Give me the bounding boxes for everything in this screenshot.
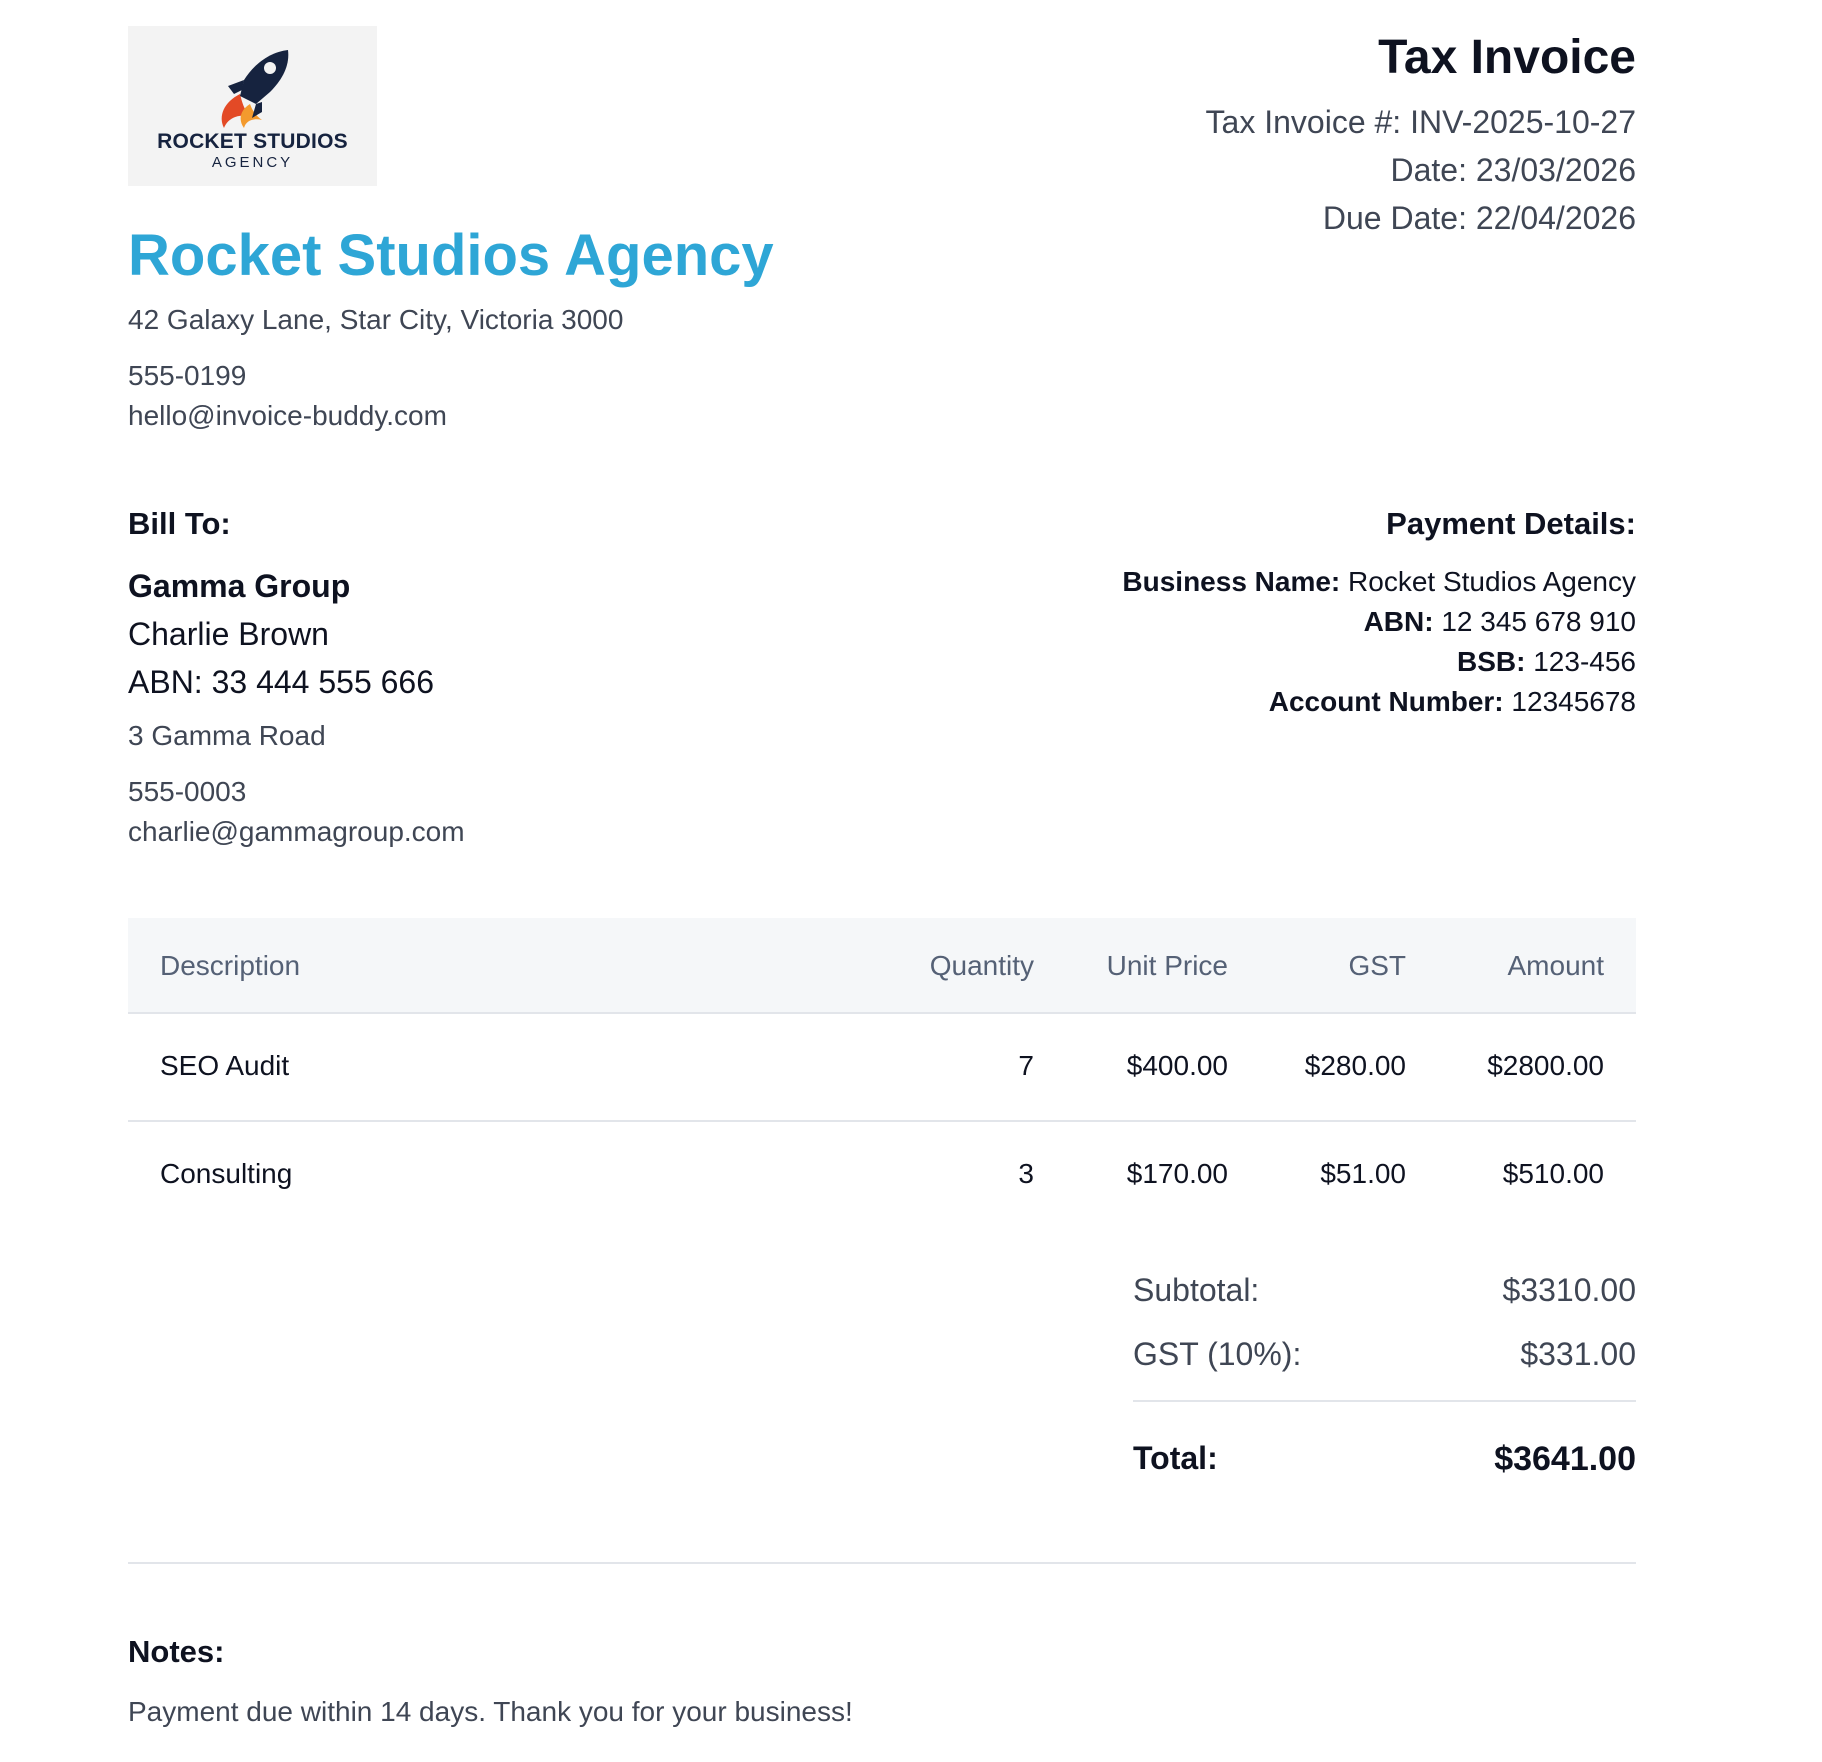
header-quantity: Quantity — [929, 950, 1034, 981]
header-amount: Amount — [1507, 950, 1604, 981]
payment-account-number — [1269, 686, 1636, 718]
total-value: $3641.00 — [1494, 1440, 1636, 1478]
client-phone: 555-0003 — [128, 776, 247, 807]
row-gst: $280.00 — [1304, 1050, 1406, 1081]
payment-bsb-value: 123-456 — [1533, 646, 1636, 677]
payment-bsb-label: BSB: — [1457, 646, 1526, 677]
table-row — [128, 1014, 1636, 1122]
table-row — [128, 1122, 1636, 1228]
gst-value: $331.00 — [1520, 1336, 1636, 1372]
total-label: Total: — [1133, 1440, 1218, 1476]
invoice-title: Tax Invoice — [1378, 31, 1636, 84]
company-address: 42 Galaxy Lane, Star City, Victoria 3000 — [128, 304, 624, 335]
rocket-icon — [210, 46, 296, 130]
logo-subtitle: AGENCY — [211, 154, 294, 171]
client-address: 3 Gamma Road — [128, 720, 326, 751]
subtotal-label: Subtotal: — [1133, 1272, 1260, 1308]
company-name: Rocket Studios Agency — [128, 223, 774, 288]
header-unit-price: Unit Price — [1106, 950, 1228, 981]
client-abn: ABN: 33 444 555 666 — [128, 664, 435, 700]
notes-text: Payment due within 14 days. Thank you for your business! — [128, 1696, 853, 1727]
company-email: hello@invoice-buddy.com — [128, 400, 447, 431]
client-contact: Charlie Brown — [128, 616, 329, 652]
notes-divider — [128, 1562, 1636, 1564]
payment-account-value: 12345678 — [1511, 686, 1636, 717]
invoice-date: Date: 23/03/2026 — [1390, 152, 1636, 188]
header-gst: GST — [1348, 950, 1406, 981]
payment-business-name-value: Rocket Studios Agency — [1348, 566, 1636, 597]
notes-heading: Notes: — [128, 1634, 225, 1669]
row-amount: $510.00 — [1502, 1158, 1604, 1189]
payment-business-name-label: Business Name: — [1122, 566, 1341, 597]
row-quantity: 7 — [1018, 1050, 1034, 1081]
payment-bsb — [1457, 646, 1636, 678]
row-unit-price: $400.00 — [1126, 1050, 1228, 1081]
row-gst: $51.00 — [1320, 1158, 1406, 1189]
header-description: Description — [160, 950, 301, 981]
payment-abn-label: ABN: — [1363, 606, 1434, 637]
payment-abn-value: 12 345 678 910 — [1441, 606, 1636, 637]
gst-label: GST (10%): — [1133, 1336, 1302, 1372]
row-amount: $2800.00 — [1487, 1050, 1604, 1081]
subtotal-value: $3310.00 — [1502, 1272, 1636, 1308]
invoice-due-date: Due Date: 22/04/2026 — [1322, 200, 1636, 236]
totals-divider — [1133, 1400, 1636, 1402]
company-phone: 555-0199 — [128, 360, 247, 391]
client-email: charlie@gammagroup.com — [128, 816, 465, 847]
payment-account-label: Account Number: — [1268, 686, 1504, 717]
row-description: SEO Audit — [160, 1050, 290, 1081]
bill-to-heading: Bill To: — [128, 506, 231, 541]
line-items-header — [128, 918, 1636, 1014]
logo-wordmark: ROCKET STUDIOS — [157, 130, 348, 153]
payment-business-name — [1122, 566, 1636, 598]
row-quantity: 3 — [1018, 1158, 1034, 1189]
row-description: Consulting — [160, 1158, 293, 1189]
row-unit-price: $170.00 — [1126, 1158, 1228, 1189]
client-name: Gamma Group — [128, 568, 351, 604]
invoice-number: Tax Invoice #: INV-2025-10-27 — [1205, 104, 1636, 140]
payment-details-heading: Payment Details: — [1386, 506, 1636, 541]
company-logo — [128, 26, 377, 186]
payment-abn — [1364, 606, 1636, 638]
